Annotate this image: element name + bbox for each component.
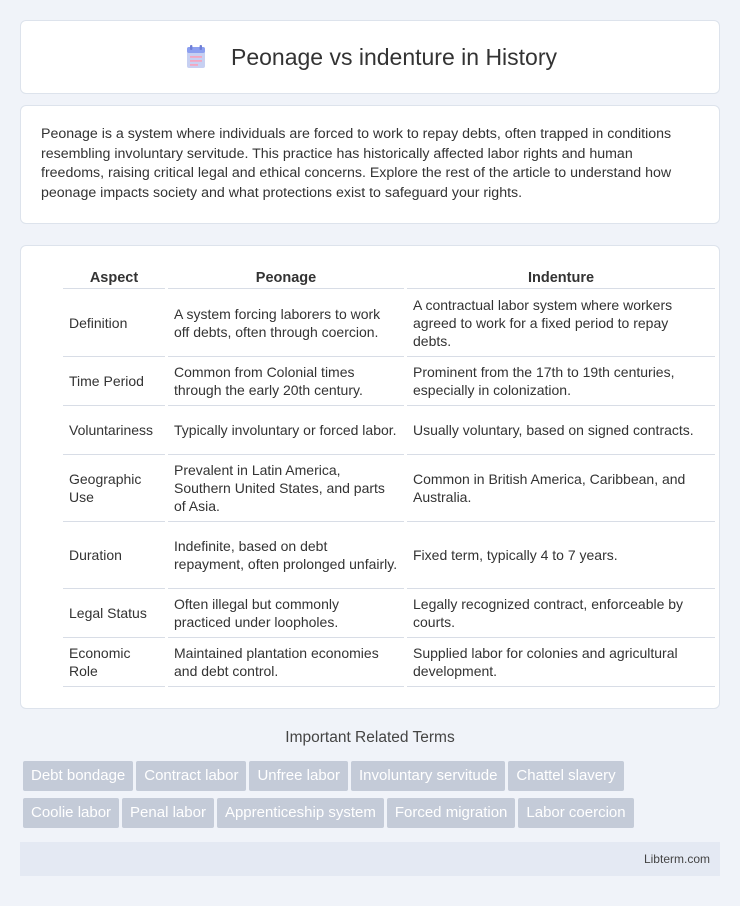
term-tag[interactable]: Chattel slavery	[508, 761, 623, 791]
aspect-cell: Voluntariness	[63, 406, 165, 455]
title-card	[20, 20, 720, 94]
aspect-cell: Time Period	[63, 357, 165, 406]
term-tag[interactable]: Coolie labor	[23, 798, 119, 828]
term-tag[interactable]: Involuntary servitude	[351, 761, 505, 791]
aspect-cell: Economic Role	[63, 638, 165, 687]
footer	[20, 842, 720, 876]
document-icon	[183, 44, 209, 70]
term-tag[interactable]: Contract labor	[136, 761, 246, 791]
header-peonage: Peonage	[168, 268, 404, 289]
aspect-cell: Geographic Use	[63, 455, 165, 522]
table-row	[63, 455, 715, 522]
term-tag[interactable]: Forced migration	[387, 798, 516, 828]
aspect-cell: Duration	[63, 522, 165, 589]
peonage-cell: Often illegal but commonly practiced under loopholes.	[168, 589, 404, 638]
page-title: Peonage vs indenture in History	[230, 43, 558, 70]
peonage-cell: A system forcing laborers to work off debts, often through coercion.	[168, 289, 404, 357]
term-tag[interactable]: Labor coercion	[518, 798, 633, 828]
related-terms-heading: Important Related Terms	[285, 729, 455, 746]
comparison-card	[20, 245, 720, 709]
term-tag[interactable]: Penal labor	[122, 798, 214, 828]
indenture-cell: Common in British America, Caribbean, and Australia.	[407, 455, 715, 522]
table-row	[63, 289, 715, 357]
table-row	[63, 589, 715, 638]
term-tag[interactable]: Apprenticeship system	[217, 798, 384, 828]
table-row	[63, 638, 715, 687]
footer-site-link[interactable]: Libterm.com	[643, 852, 710, 866]
term-tag[interactable]: Debt bondage	[23, 761, 133, 791]
aspect-cell: Definition	[63, 289, 165, 357]
indenture-cell: Prominent from the 17th to 19th centuries, especially in colonization.	[407, 357, 715, 406]
indenture-cell: Legally recognized contract, enforceable by courts.	[407, 589, 715, 638]
peonage-cell: Maintained plantation economies and debt control.	[168, 638, 404, 687]
intro-text: Peonage is a system where individuals are forced to work to repay debts, often trapped in conditions resembling involuntary servitude. This practice has historically affected labor rights and human freedoms, raising critical legal and ethical concerns. Explore the rest of the article to understand how peonage impacts society and what protections exist to safeguard your rights.	[41, 126, 672, 201]
peonage-cell: Prevalent in Latin America, Southern United States, and parts of Asia.	[168, 455, 404, 522]
related-terms-list	[23, 761, 723, 835]
header-indenture: Indenture	[407, 268, 715, 289]
indenture-cell: Supplied labor for colonies and agricultural development.	[407, 638, 715, 687]
comparison-table	[60, 268, 718, 687]
peonage-cell: Indefinite, based on debt repayment, often prolonged unfairly.	[168, 522, 404, 589]
peonage-cell: Typically involuntary or forced labor.	[168, 406, 404, 455]
indenture-cell: Fixed term, typically 4 to 7 years.	[407, 522, 715, 589]
table-row	[63, 357, 715, 406]
term-tag[interactable]: Unfree labor	[249, 761, 348, 791]
indenture-cell: A contractual labor system where workers agreed to work for a fixed period to repay debts.	[407, 289, 715, 357]
indenture-cell: Usually voluntary, based on signed contracts.	[407, 406, 715, 455]
aspect-cell: Legal Status	[63, 589, 165, 638]
header-aspect: Aspect	[63, 268, 165, 289]
table-row	[63, 522, 715, 589]
peonage-cell: Common from Colonial times through the early 20th century.	[168, 357, 404, 406]
intro-card	[20, 105, 720, 224]
table-row	[63, 406, 715, 455]
table-header-row	[63, 268, 715, 289]
